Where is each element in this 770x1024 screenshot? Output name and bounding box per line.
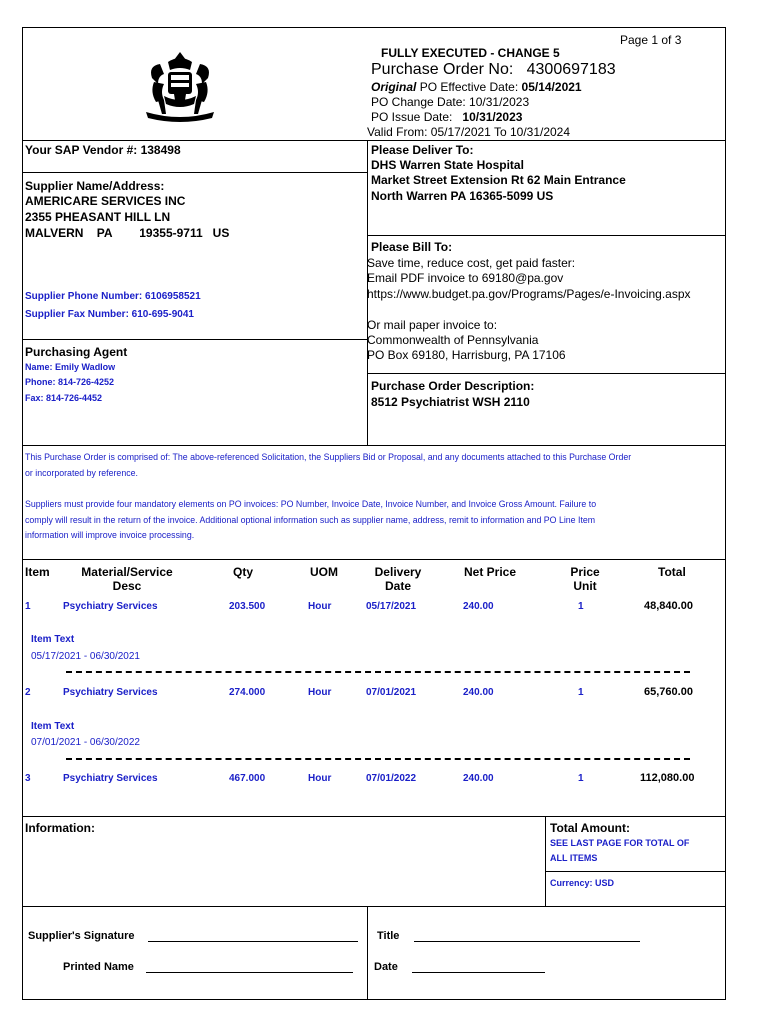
po-number: 4300697183: [526, 61, 616, 78]
bill-line5: Commonwealth of Pennsylvania: [367, 333, 539, 347]
title-label: Title: [377, 930, 400, 942]
effective-date: 05/14/2021: [521, 80, 582, 94]
supplier-city-line: [25, 226, 229, 240]
row3-unit: 1: [578, 773, 584, 784]
col-delivery-line1: Delivery: [374, 565, 422, 579]
agent-phone: Phone: 814-726-4252: [25, 377, 115, 387]
po-status: FULLY EXECUTED - CHANGE 5: [381, 46, 560, 60]
rule-info: [22, 816, 726, 817]
col-material-line1: Material/Service: [81, 565, 173, 579]
row1-net: 240.00: [463, 601, 494, 612]
col-delivery: [366, 565, 430, 593]
note-line-2b: comply will result in the return of the invoice. Additional optional information such as supplier name, address, remit to information and PO Line Item: [25, 515, 596, 525]
rule-header: [22, 140, 726, 141]
supplier-name: AMERICARE SERVICES INC: [25, 194, 186, 208]
col-price-unit-line2: Unit: [573, 579, 597, 593]
bill-line1: Save time, reduce cost, get paid faster:: [367, 256, 576, 270]
row3-total: 112,080.00: [640, 772, 695, 784]
description-label: Purchase Order Description:: [371, 379, 535, 393]
date-field[interactable]: [412, 972, 545, 973]
row2-separator: [66, 758, 690, 760]
effective-date-line: [371, 80, 582, 94]
effective-label: PO Effective Date:: [419, 80, 519, 94]
row2-net: 240.00: [463, 687, 494, 698]
currency: Currency: USD: [550, 878, 615, 888]
col-delivery-line2: Date: [384, 579, 411, 593]
printed-name-label: Printed Name: [63, 961, 134, 973]
rule-vendor: [22, 172, 367, 173]
supplier-country: US: [212, 226, 230, 240]
total-note-line2: ALL ITEMS: [550, 853, 598, 863]
rule-signature: [22, 906, 726, 907]
row3-qty: 467.000: [229, 773, 266, 784]
row1-desc: Psychiatry Services: [63, 601, 158, 612]
note-line-1b: or incorporated by reference.: [25, 468, 138, 478]
col-material: [72, 565, 182, 593]
row2-total: 65,760.00: [644, 686, 693, 698]
bill-line2: Email PDF invoice to 69180@pa.gov: [367, 271, 564, 285]
bill-line4: Or mail paper invoice to:: [367, 318, 498, 332]
row1-separator: [66, 671, 690, 673]
note-line-1a: This Purchase Order is comprised of: The above-referenced Solicitation, the Suppliers Bid or Proposal, and any documents attached to this Purchase Order: [25, 452, 632, 462]
deliver-label: Please Deliver To:: [371, 143, 474, 157]
col-price-unit-line1: Price: [570, 565, 600, 579]
row2-unit: 1: [578, 687, 584, 698]
rule-bill: [367, 373, 726, 374]
sap-vendor: Your SAP Vendor #: 138498: [25, 143, 181, 157]
row3-net: 240.00: [463, 773, 494, 784]
row3-uom: Hour: [308, 773, 332, 784]
row2-item-text: 07/01/2021 - 06/30/2022: [31, 737, 140, 748]
row1-item-text: 05/17/2021 - 06/30/2021: [31, 651, 140, 662]
rule-deliver: [367, 235, 726, 236]
supplier-zip: 19355-9711: [139, 226, 203, 240]
issue-label: PO Issue Date:: [371, 110, 453, 124]
supplier-street: 2355 PHEASANT HILL LN: [25, 210, 171, 224]
col-uom: UOM: [310, 565, 338, 579]
row2-uom: Hour: [308, 687, 332, 698]
page-number: Page 1 of 3: [620, 33, 682, 47]
row1-qty: 203.500: [229, 601, 266, 612]
bill-label: Please Bill To:: [371, 240, 453, 254]
information-label: Information:: [25, 821, 95, 835]
row2-item: 2: [25, 687, 31, 698]
rule-agent: [22, 339, 367, 340]
row1-unit: 1: [578, 601, 584, 612]
signature-field[interactable]: [148, 941, 358, 942]
issue-date: 10/31/2023: [462, 110, 523, 124]
title-field[interactable]: [414, 941, 640, 942]
supplier-label: Supplier Name/Address:: [25, 179, 165, 193]
po-number-label: Purchase Order No:: [371, 61, 514, 78]
valid-dates: Valid From: 05/17/2021 To 10/31/2024: [367, 125, 571, 139]
printed-name-field[interactable]: [146, 972, 353, 973]
deliver-line1: DHS Warren State Hospital: [371, 158, 524, 172]
total-note-line1: SEE LAST PAGE FOR TOTAL OF: [550, 838, 690, 848]
description-text: 8512 Psychiatrist WSH 2110: [371, 395, 530, 409]
agent-label: Purchasing Agent: [25, 345, 128, 359]
row3-item: 3: [25, 773, 31, 784]
row2-date: 07/01/2021: [366, 687, 417, 698]
row1-item-text-label: Item Text: [31, 634, 75, 645]
rule-signature-center: [367, 906, 368, 1000]
original-label: Original: [371, 80, 417, 94]
row1-item: 1: [25, 601, 31, 612]
signature-label: Supplier's Signature: [28, 930, 135, 942]
col-item: Item: [25, 565, 50, 579]
row3-desc: Psychiatry Services: [63, 773, 158, 784]
deliver-line3: North Warren PA 16365-5099 US: [371, 189, 554, 203]
row1-total: 48,840.00: [644, 600, 693, 612]
agent-name: Name: Emily Wadlow: [25, 362, 116, 372]
total-amount-label: Total Amount:: [550, 821, 630, 835]
row1-date: 05/17/2021: [366, 601, 417, 612]
col-total: Total: [658, 565, 686, 579]
supplier-city: MALVERN: [25, 226, 84, 240]
bill-line6: PO Box 69180, Harrisburg, PA 17106: [367, 348, 566, 362]
note-line-2a: Suppliers must provide four mandatory elements on PO invoices: PO Number, Invoice Date, Invoice Number, and Invoice Gross Amount. Failure to: [25, 499, 597, 509]
row3-date: 07/01/2022: [366, 773, 417, 784]
po-number-line: [371, 61, 616, 79]
agent-fax: Fax: 814-726-4452: [25, 393, 103, 403]
row1-uom: Hour: [308, 601, 332, 612]
bill-line3: https://www.budget.pa.gov/Programs/Pages/e-Invoicing.aspx: [367, 287, 691, 301]
col-qty: Qty: [233, 565, 254, 579]
col-price-unit: [565, 565, 605, 593]
row2-qty: 274.000: [229, 687, 266, 698]
change-date: PO Change Date: 10/31/2023: [371, 95, 530, 109]
supplier-state: PA: [96, 226, 113, 240]
col-material-line2: Desc: [112, 579, 142, 593]
row2-desc: Psychiatry Services: [63, 687, 158, 698]
supplier-fax: Supplier Fax Number: 610-695-9041: [25, 309, 194, 320]
row2-item-text-label: Item Text: [31, 721, 75, 732]
issue-date-line: [371, 110, 522, 124]
rule-table: [22, 559, 726, 560]
deliver-line2: Market Street Extension Rt 62 Main Entrance: [371, 173, 626, 187]
pennsylvania-seal-icon: [140, 48, 220, 122]
col-net-price: Net Price: [464, 565, 517, 579]
supplier-phone: Supplier Phone Number: 6106958521: [25, 291, 201, 302]
date-label: Date: [374, 961, 398, 973]
rule-notes: [22, 445, 726, 446]
note-line-2c: information will improve invoice processing.: [25, 530, 195, 540]
rule-total: [545, 816, 546, 906]
rule-currency: [545, 871, 726, 872]
